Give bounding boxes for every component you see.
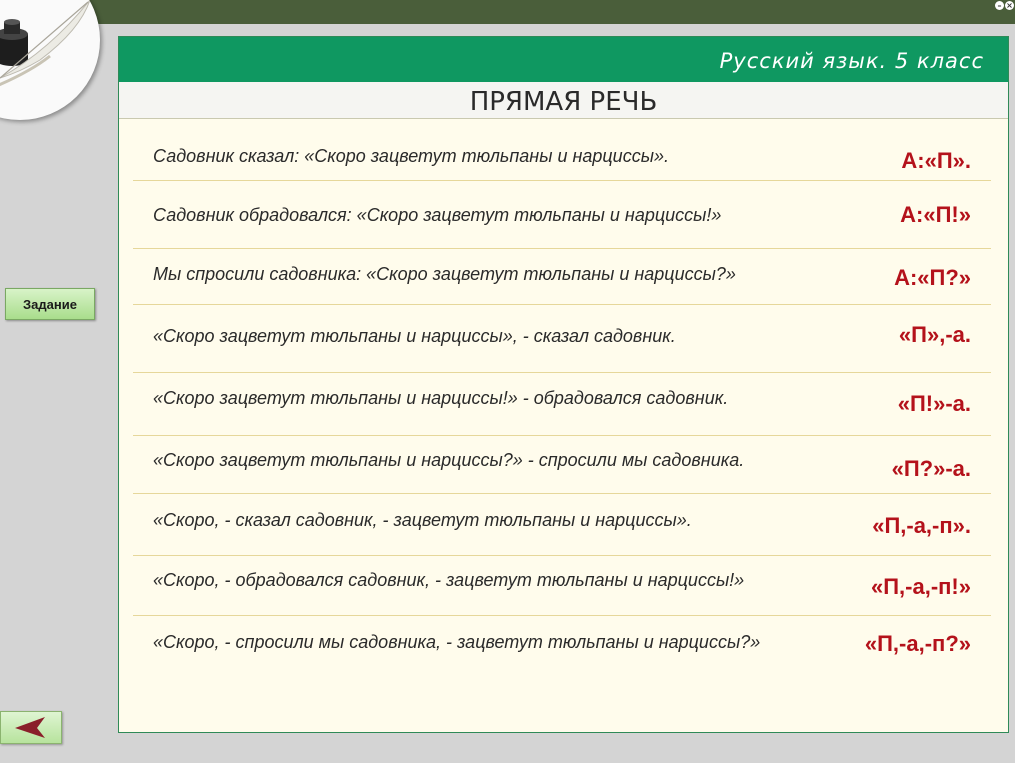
sentence-text: «Скоро, - сказал садовник, - зацветут тюльпаны и нарциссы».	[153, 510, 692, 530]
formula-text: А:«П».	[901, 148, 971, 173]
row-divider	[133, 493, 991, 494]
formula-text: «П?»-а.	[891, 456, 971, 481]
formula-text: «П,-а,-п?»	[864, 631, 971, 656]
sentence-text: «Скоро зацветут тюльпаны и нарциссы?» - спросили мы садовника.	[153, 450, 745, 470]
sentence-text: «Скоро, - спросили мы садовника, - зацветут тюльпаны и нарциссы?»	[153, 632, 761, 652]
row-divider	[133, 435, 991, 436]
row-divider	[133, 615, 991, 616]
topic-title: ПРЯМАЯ РЕЧЬ	[469, 87, 658, 117]
sentence-text: «Скоро зацветут тюльпаны и нарциссы!» - обрадовался садовник.	[153, 388, 729, 408]
sentence-text: Мы спросили садовника: «Скоро зацветут тюльпаны и нарциссы?»	[153, 264, 736, 284]
sentence-text: Садовник обрадовался: «Скоро зацветут тюльпаны и нарциссы!»	[153, 205, 722, 225]
row-divider	[133, 372, 991, 373]
topic-bar	[119, 82, 1008, 119]
row-divider	[133, 555, 991, 556]
inkwell-quill-icon	[0, 0, 100, 120]
sentence-text: «Скоро, - обрадовался садовник, - зацветут тюльпаны и нарциссы!»	[153, 570, 745, 590]
formula-text: А:«П!»	[900, 202, 971, 227]
close-icon[interactable]: ×	[1006, 1, 1013, 10]
task-button[interactable]	[5, 288, 95, 320]
back-button[interactable]	[0, 711, 62, 744]
sentence-text: «Скоро зацветут тюльпаны и нарциссы», - сказал садовник.	[153, 326, 676, 346]
row-divider	[133, 180, 991, 181]
formula-text: А:«П?»	[894, 265, 971, 290]
window-controls	[995, 1, 1014, 10]
formula-text: «П,-а,-п!»	[870, 574, 971, 599]
back-arrow-icon	[1, 712, 61, 743]
row-divider	[133, 304, 991, 305]
task-button-label: Задание	[23, 296, 77, 312]
title-bar	[0, 0, 1015, 24]
content-panel	[118, 36, 1009, 733]
minimize-icon[interactable]: –	[995, 1, 1004, 10]
formula-text: «П»,-а.	[898, 322, 971, 347]
formula-text: «П!»-а.	[897, 391, 971, 416]
formula-text: «П,-а,-п».	[872, 513, 971, 538]
header-banner	[119, 37, 1008, 82]
header-title: Русский язык. 5 класс	[719, 49, 984, 73]
sentence-text: Садовник сказал: «Скоро зацветут тюльпаны и нарциссы».	[153, 146, 669, 166]
row-divider	[133, 248, 991, 249]
